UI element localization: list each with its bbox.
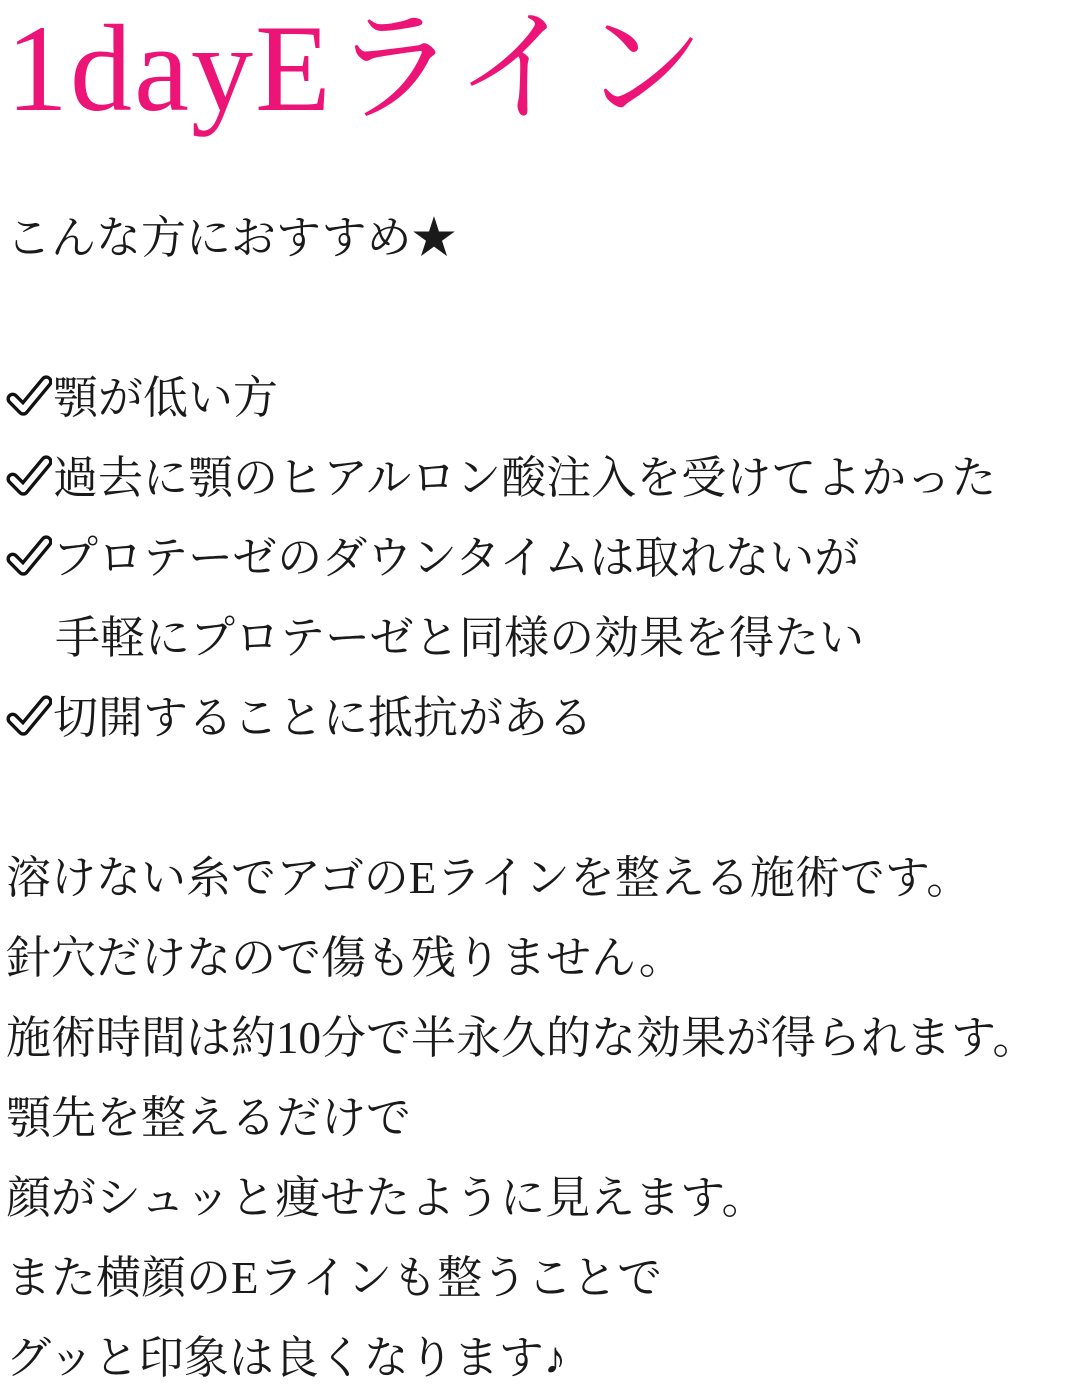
check-icon — [6, 693, 52, 739]
description-line: 溶けない糸でアゴのEラインを整える施術です。 — [6, 852, 972, 903]
intro-heading: こんな方におすすめ★ — [6, 212, 457, 263]
description-block — [6, 838, 1081, 1398]
checklist-item — [6, 678, 1081, 758]
description-line: 顔がシュッと痩せたように見えます。 — [6, 1172, 767, 1223]
description-line: 施術時間は約10分で半永久的な効果が得られます。 — [6, 1012, 1038, 1063]
checklist-item-continuation: 手軽にプロテーゼと同様の効果を得たい — [55, 612, 865, 663]
check-icon — [6, 373, 52, 419]
checklist-item-label: 切開することに抵抗がある — [53, 692, 594, 743]
description-line: また横顔のEラインも整うことで — [6, 1252, 663, 1303]
description-line: 顎先を整えるだけで — [6, 1092, 412, 1143]
check-icon — [6, 533, 52, 579]
check-icon — [6, 453, 52, 499]
description-line: 針穴だけなので傷も残りません。 — [6, 932, 684, 983]
description-line: グッと印象は良くなります♪ — [6, 1332, 567, 1383]
checklist-item-label: プロテーゼのダウンタイムは取れないが — [53, 532, 860, 583]
checklist-item-label: 過去に顎のヒアルロン酸注入を受けてよかった — [53, 452, 997, 503]
page-title: 1dayEライン — [6, 0, 708, 137]
checklist — [6, 358, 1081, 758]
checklist-item — [6, 518, 1081, 598]
checklist-item — [6, 438, 1081, 518]
checklist-item-label: 顎が低い方 — [53, 372, 279, 423]
checklist-item — [6, 358, 1081, 438]
